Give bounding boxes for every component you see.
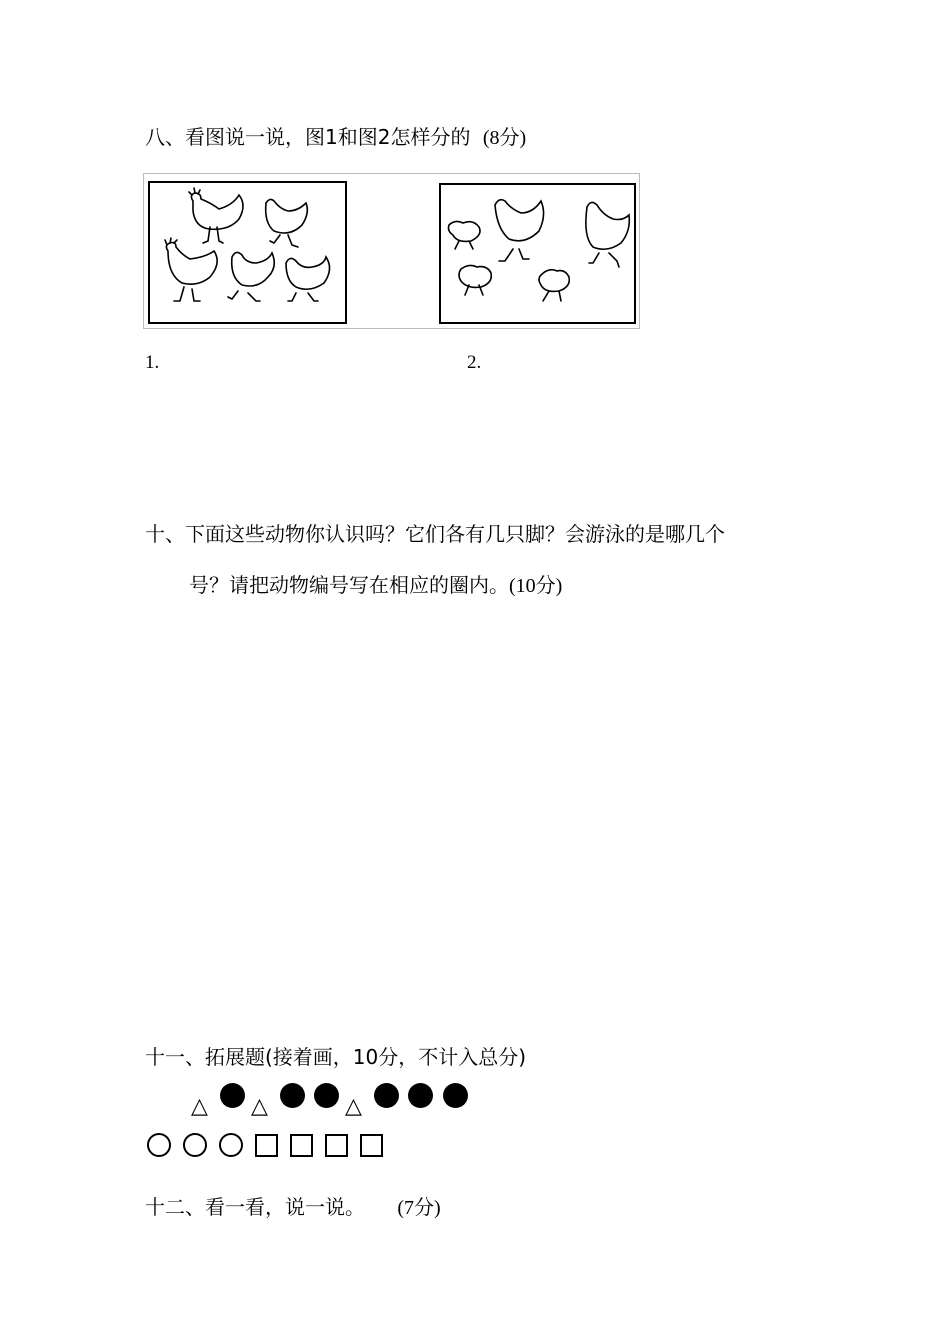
hollow-circle-icon <box>219 1133 243 1157</box>
filled-circle-icon <box>220 1083 245 1108</box>
hens-and-chicks-icon <box>439 183 637 325</box>
figure2-answer-label: 2. <box>467 352 482 373</box>
pattern-row-2 <box>0 1133 950 1163</box>
section12-title-text: 十二、看一看，说一说。 <box>145 1195 365 1219</box>
figure1-answer-label: 1. <box>145 352 160 373</box>
section11-note: (接着画，10分，不计入总分) <box>265 1045 527 1069</box>
section10-line2-text: 号？请把动物编号写在相应的圈内。 <box>189 573 509 597</box>
section10-score: (10分) <box>509 575 563 597</box>
section11-title <box>145 1047 526 1067</box>
filled-circle-icon <box>314 1083 339 1108</box>
section8-score: (8分) <box>482 127 527 149</box>
section10-line1: 十、下面这些动物你认识吗？它们各有几只脚？会游泳的是哪几个 <box>145 522 725 546</box>
filled-circle-icon <box>443 1083 468 1108</box>
filled-circle-icon <box>408 1083 433 1108</box>
triangle-icon: △ <box>191 1094 208 1119</box>
hollow-square-icon <box>255 1134 278 1157</box>
hollow-circle-icon <box>147 1133 171 1157</box>
pattern-row-1 <box>0 1080 950 1120</box>
hollow-square-icon <box>290 1134 313 1157</box>
section8-title-text: 八、看图说一说，图1和图2怎样分的 <box>145 125 471 149</box>
filled-circle-icon <box>374 1083 399 1108</box>
section11-title-text: 十一、拓展题 <box>145 1045 265 1069</box>
section12-score: (7分) <box>397 1197 441 1219</box>
hollow-square-icon <box>325 1134 348 1157</box>
hollow-square-icon <box>360 1134 383 1157</box>
filled-circle-icon <box>280 1083 305 1108</box>
triangle-icon: △ <box>345 1094 362 1119</box>
section12-title <box>145 1197 441 1218</box>
triangle-icon: △ <box>251 1094 268 1119</box>
chicken-figures <box>143 173 640 329</box>
section8-title <box>145 127 526 148</box>
section10-line2 <box>189 575 562 596</box>
hens-and-roosters-icon <box>148 181 348 325</box>
hollow-circle-icon <box>183 1133 207 1157</box>
